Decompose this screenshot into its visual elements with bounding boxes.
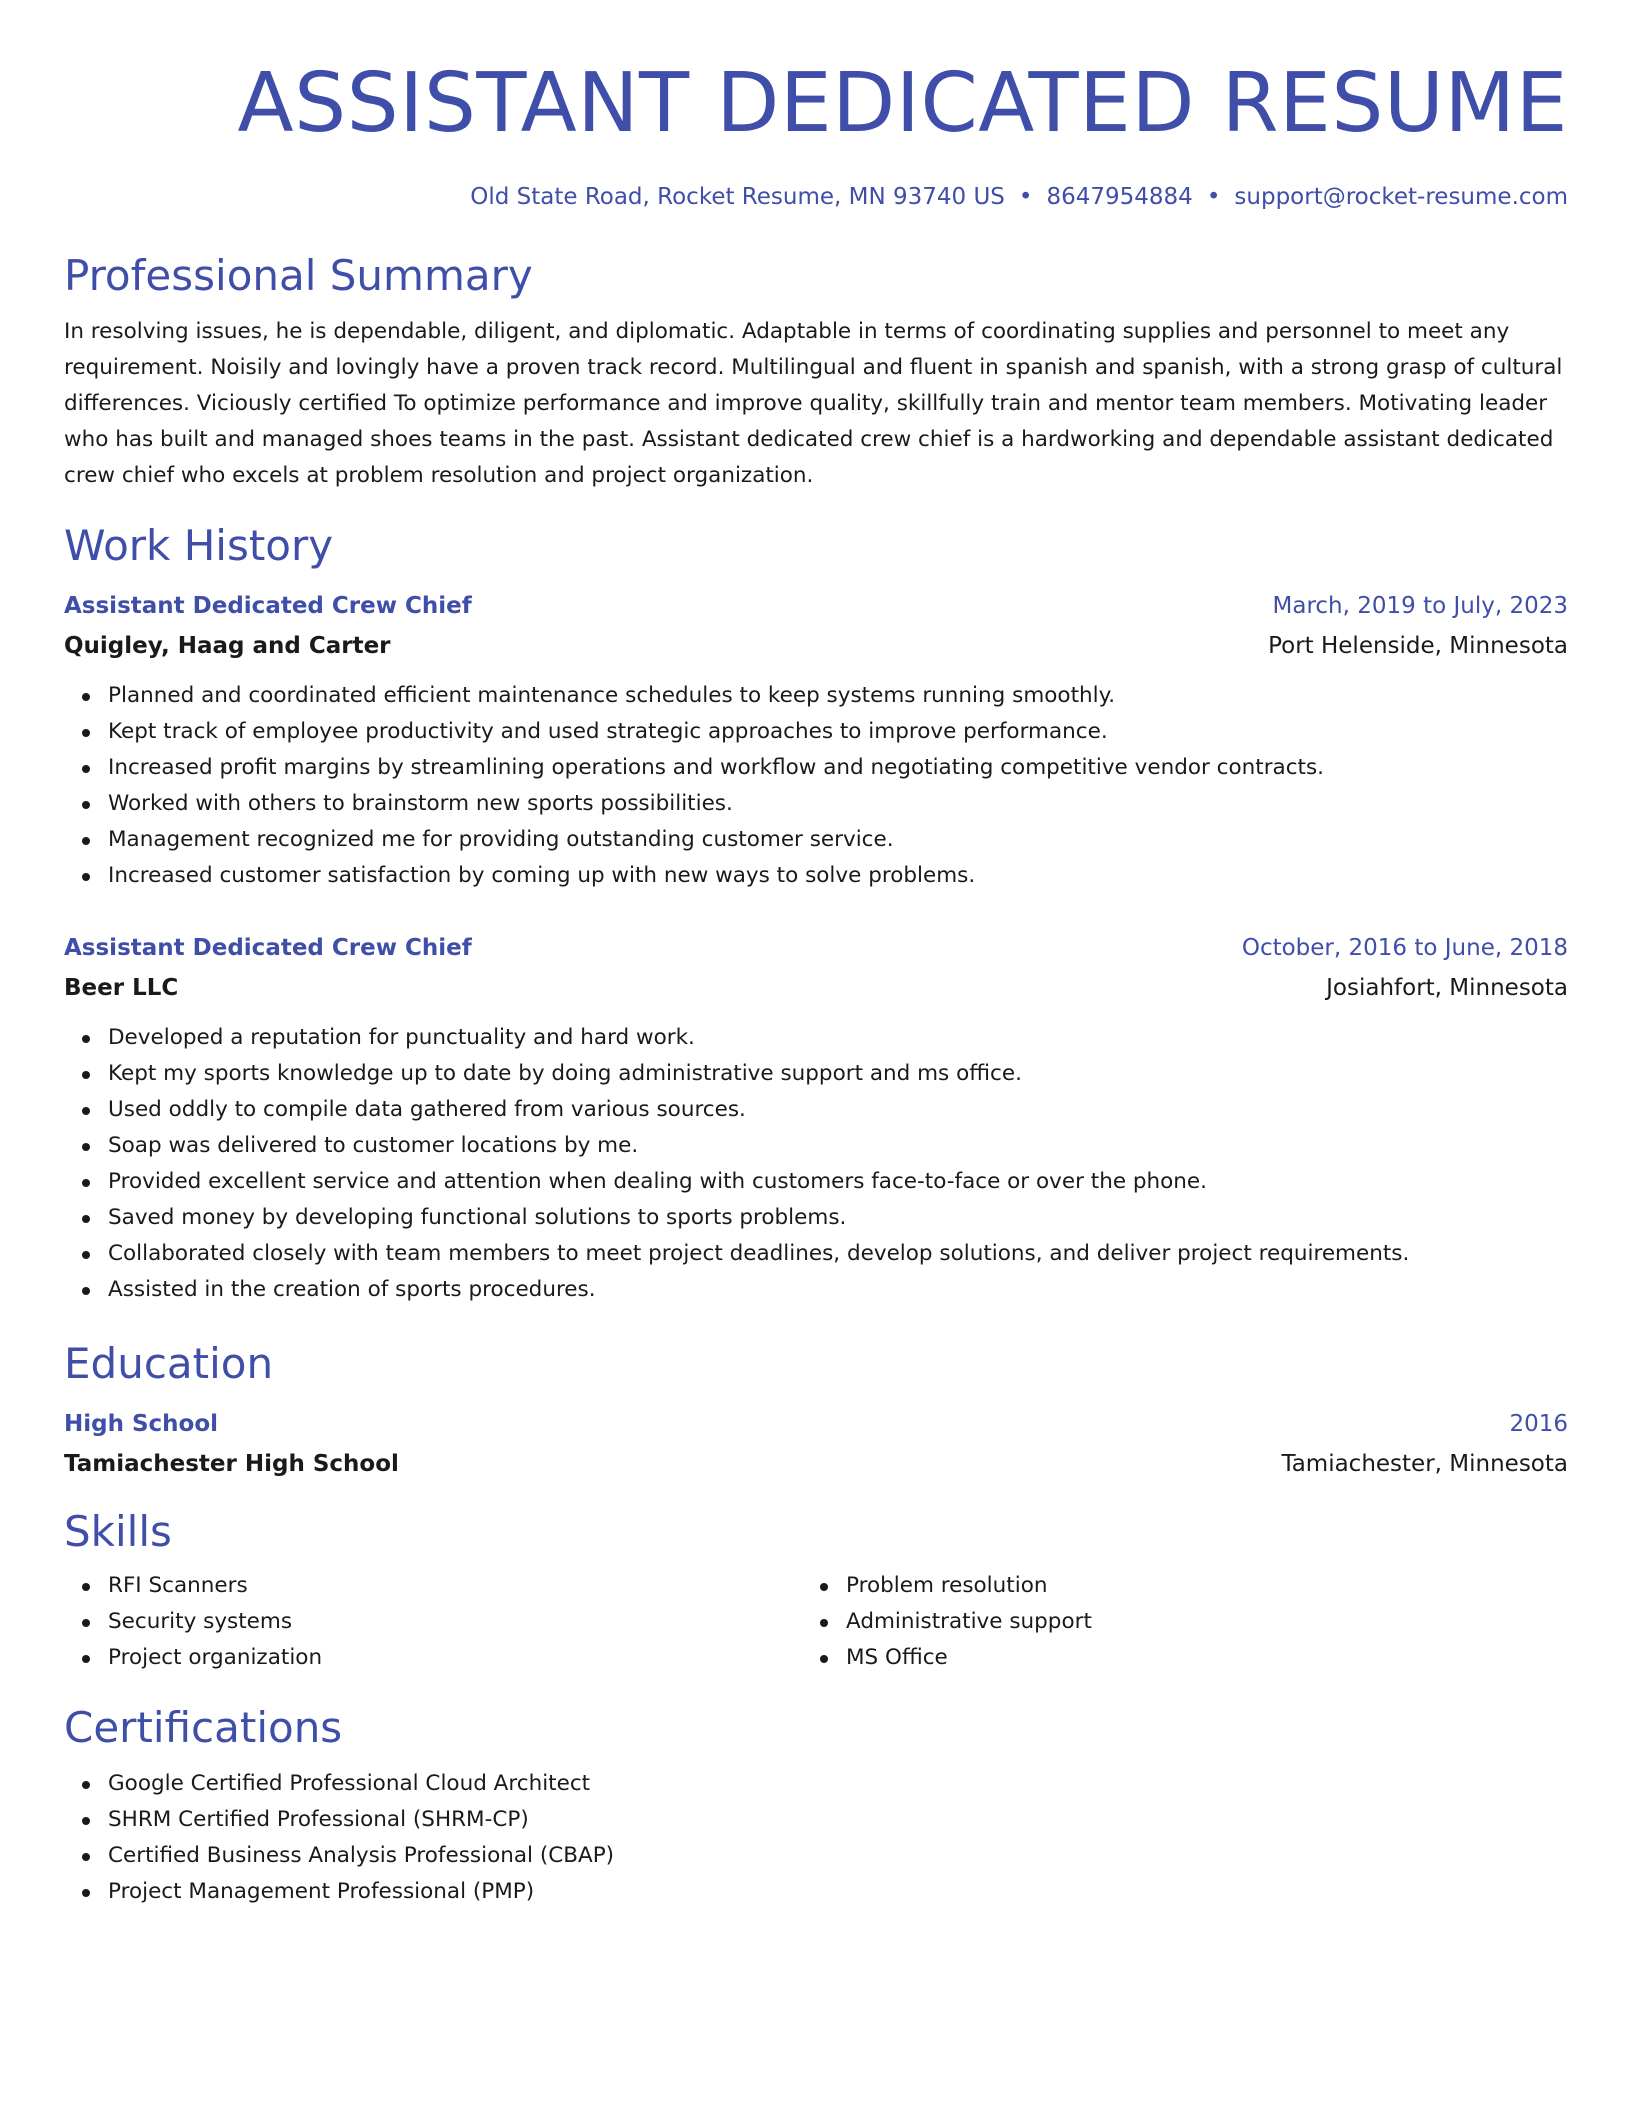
list-item: Worked with others to brainstorm new sports possibilities. [108, 786, 1568, 822]
education-degree: High School [64, 1411, 219, 1437]
job-location: Josiahfort, Minnesota [1326, 975, 1568, 1001]
job-entry [64, 928, 1568, 1308]
job-header-row [64, 586, 1568, 626]
certifications-section [64, 1702, 1568, 1910]
list-item: Soap was delivered to customer locations by me. [108, 1128, 1568, 1164]
skills-list-left [64, 1568, 802, 1676]
education-year: 2016 [1509, 1411, 1568, 1437]
list-item: Assisted in the creation of sports procedures. [108, 1272, 1568, 1308]
list-item: Project Management Professional (PMP) [108, 1874, 1568, 1910]
job-company: Quigley, Haag and Carter [64, 633, 391, 659]
education-header-row [64, 1404, 1568, 1444]
section-title-summary: Professional Summary [64, 251, 533, 300]
contact-phone: 8647954884 [1046, 184, 1193, 210]
summary-text: In resolving issues, he is dependable, diligent, and diplomatic. Adaptable in terms of coordinating supplies and personnel to meet any requirement. Noisily and lovingly have a proven track record. Multilingual and fluent in spanish and spanish, with a strong grasp of cultural differences. Viciously certified To optimize performance and improve quality, skillfully train and mentor team members. Motivating leader who has built and managed shoes teams in the past. Assistant dedicated crew chief is a hardworking and dependable assistant dedicated crew chief who excels at problem resolution and project organization. [64, 319, 1563, 488]
work-history-section [64, 520, 1568, 1308]
section-title-work-history: Work History [64, 521, 334, 570]
list-item: Collaborated closely with team members to meet project deadlines, develop solutions, and deliver project requirements. [108, 1236, 1568, 1272]
list-item: Administrative support [846, 1604, 1540, 1640]
list-item: Problem resolution [846, 1568, 1540, 1604]
list-item: Increased profit margins by streamlining operations and workflow and negotiating competitive vendor contracts. [108, 750, 1568, 786]
list-item: Provided excellent service and attention when dealing with customers face-to-face or over the phone. [108, 1164, 1568, 1200]
contact-email: support@rocket-resume.com [1234, 184, 1568, 210]
job-title: Assistant Dedicated Crew Chief [64, 593, 472, 619]
list-item: MS Office [846, 1640, 1540, 1676]
resume-header [64, 56, 1568, 212]
education-entry [64, 1404, 1568, 1484]
contact-line [64, 182, 1568, 212]
job-title: Assistant Dedicated Crew Chief [64, 935, 472, 961]
section-title-skills: Skills [64, 1507, 172, 1556]
contact-address: Old State Road, Rocket Resume, MN 93740 US [470, 184, 1005, 210]
contact-separator: • [1018, 184, 1033, 210]
list-item: Security systems [108, 1604, 802, 1640]
list-item: Google Certified Professional Cloud Architect [108, 1766, 1568, 1802]
job-entry [64, 586, 1568, 894]
job-company: Beer LLC [64, 975, 179, 1001]
list-item: SHRM Certified Professional (SHRM-CP) [108, 1802, 1568, 1838]
job-header-row [64, 928, 1568, 968]
job-dates: March, 2019 to July, 2023 [1272, 593, 1568, 619]
section-title-education: Education [64, 1339, 274, 1388]
section-title-certifications: Certifications [64, 1703, 343, 1752]
list-item: Saved money by developing functional solutions to sports problems. [108, 1200, 1568, 1236]
job-dates: October, 2016 to June, 2018 [1241, 935, 1568, 961]
job-company-row [64, 626, 1568, 666]
skills-section [64, 1506, 1568, 1676]
job-company-row [64, 968, 1568, 1008]
education-location: Tamiachester, Minnesota [1281, 1451, 1568, 1477]
job-bullet-list [64, 678, 1568, 894]
summary-section [64, 250, 1568, 494]
job-bullet-list [64, 1020, 1568, 1308]
certifications-list [64, 1766, 1568, 1910]
job-location: Port Helenside, Minnesota [1268, 633, 1568, 659]
list-item: Developed a reputation for punctuality and hard work. [108, 1020, 1568, 1056]
list-item: Kept track of employee productivity and used strategic approaches to improve performance. [108, 714, 1568, 750]
education-section [64, 1338, 1568, 1484]
list-item: Project organization [108, 1640, 802, 1676]
list-item: Kept my sports knowledge up to date by doing administrative support and ms office. [108, 1056, 1568, 1092]
education-school-row [64, 1444, 1568, 1484]
list-item: RFI Scanners [108, 1568, 802, 1604]
list-item: Used oddly to compile data gathered from various sources. [108, 1092, 1568, 1128]
resume-name: ASSISTANT DEDICATED RESUME [237, 56, 1568, 151]
list-item: Certified Business Analysis Professional (CBAP) [108, 1838, 1568, 1874]
skills-list-right [802, 1568, 1540, 1676]
contact-separator: • [1206, 184, 1221, 210]
list-item: Increased customer satisfaction by coming up with new ways to solve problems. [108, 858, 1568, 894]
education-school: Tamiachester High School [64, 1451, 399, 1477]
skills-grid [64, 1568, 1568, 1676]
list-item: Management recognized me for providing outstanding customer service. [108, 822, 1568, 858]
list-item: Planned and coordinated efficient maintenance schedules to keep systems running smoothly. [108, 678, 1568, 714]
